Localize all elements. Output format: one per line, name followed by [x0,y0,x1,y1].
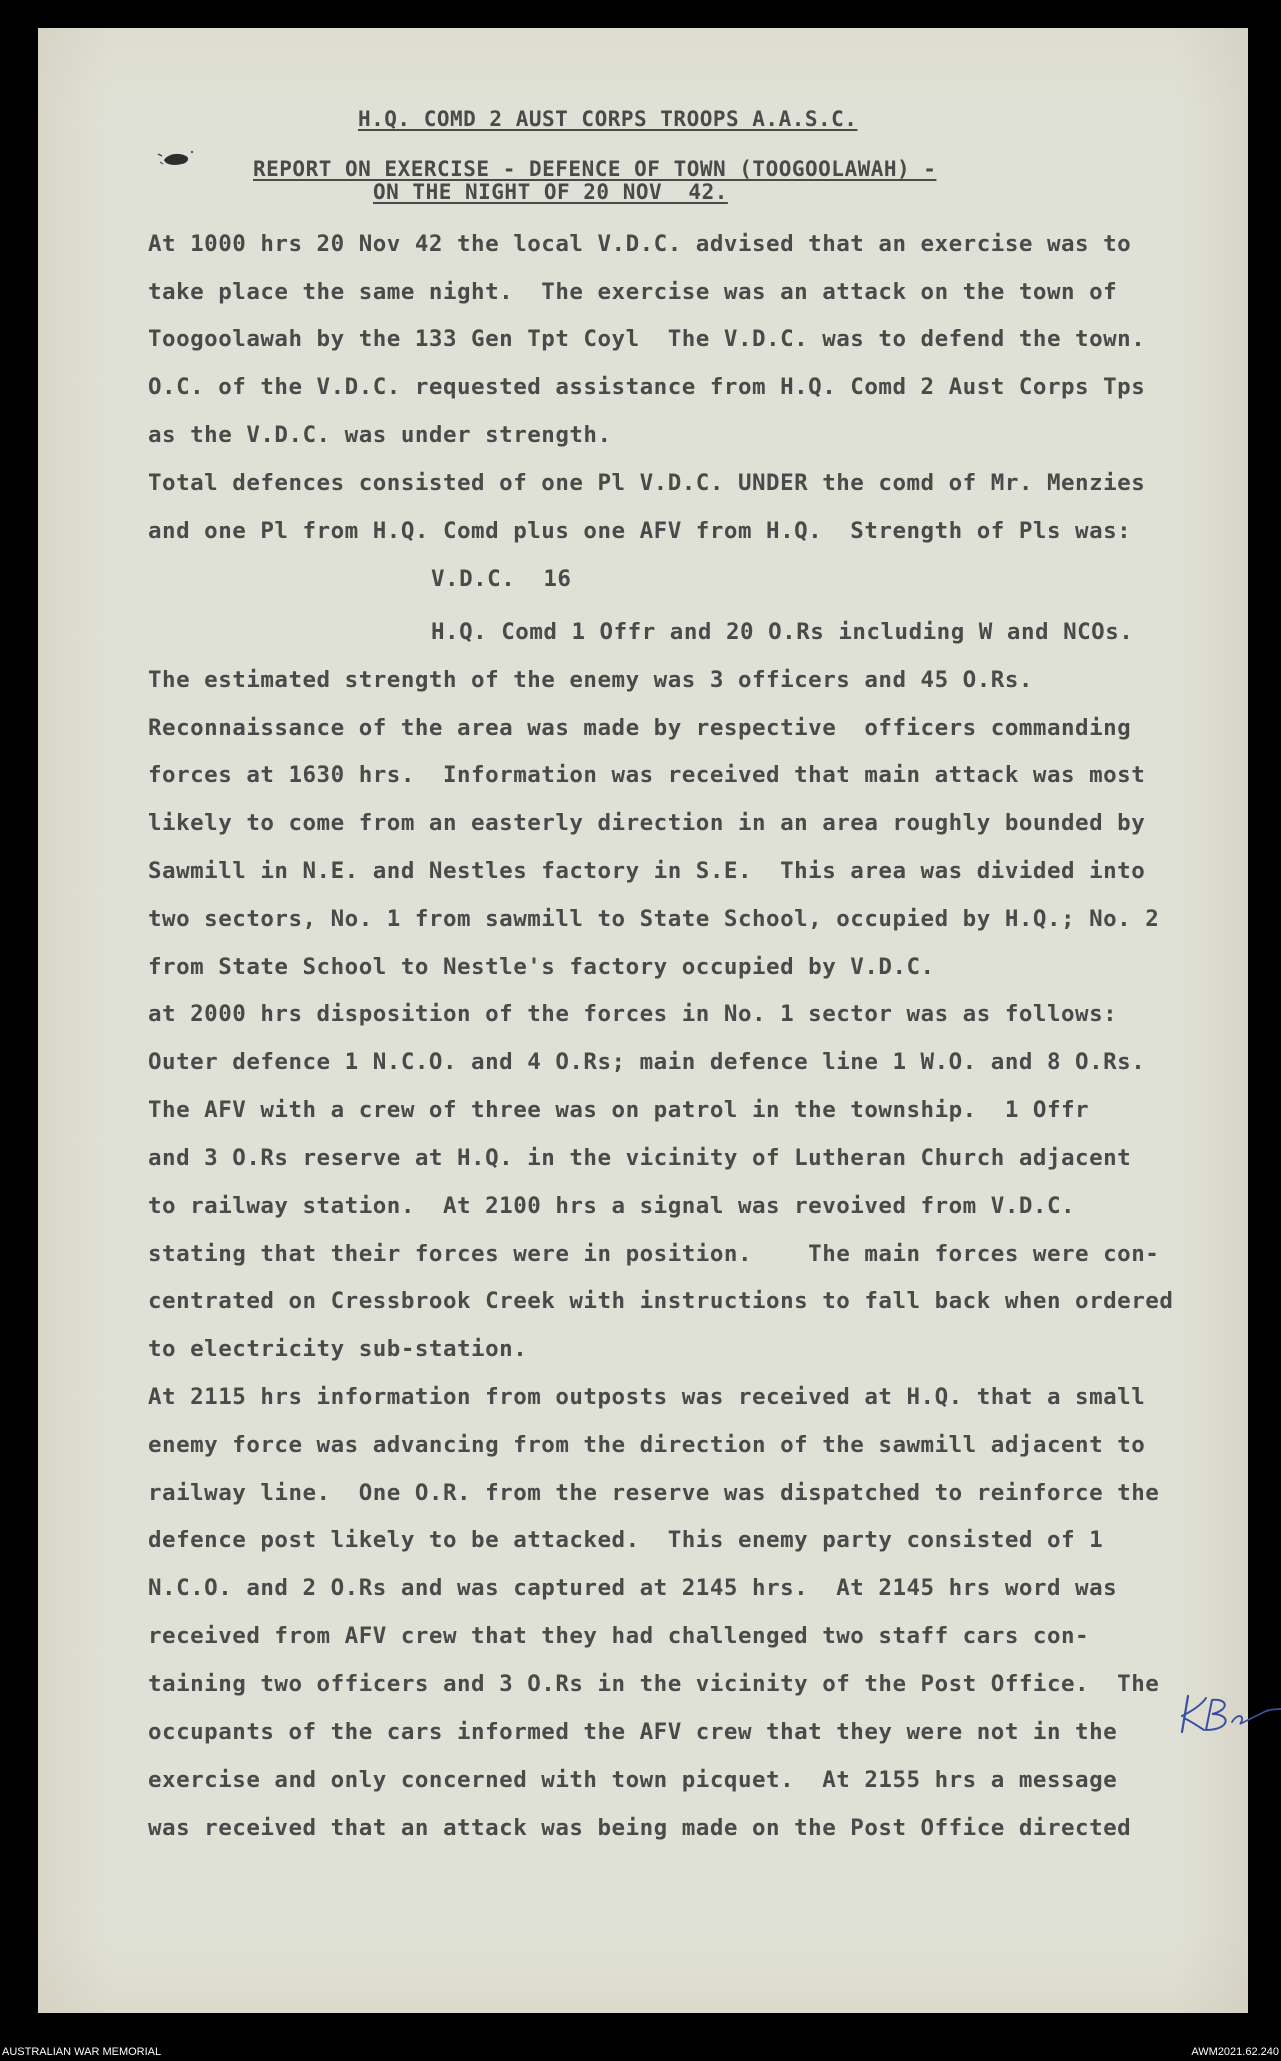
body-line-32: occupants of the cars informed the AFV crew that they were not in the [148,1719,1118,1745]
body-line-9: H.Q. Comd 1 Offr and 20 O.Rs including W and NCOs. [431,619,1134,645]
body-line-11: Reconnaissance of the area was made by respective officers commanding [148,715,1132,741]
body-line-34: was received that an attack was being made on the Post Office directed [148,1815,1132,1841]
handwritten-initials-signature [1176,1686,1281,1746]
body-line-14: Sawmill in N.E. and Nestles factory in S.E. This area was divided into [148,858,1146,884]
body-line-33: exercise and only concerned with town picquet. At 2155 hrs a message [148,1767,1118,1793]
body-line-22: stating that their forces were in position. The main forces were con- [148,1241,1160,1267]
document-heading-3: ON THE NIGHT OF 20 NOV 42. [373,180,728,204]
body-line-17: at 2000 hrs disposition of the forces in No. 1 sector was as follows: [148,1001,1118,1027]
body-line-29: N.C.O. and 2 O.Rs and was captured at 2145 hrs. At 2145 hrs word was [148,1575,1118,1601]
body-line-21: to railway station. At 2100 hrs a signal was revoived from V.D.C. [148,1193,1076,1219]
body-line-5: as the V.D.C. was under strength. [148,422,612,448]
document-heading-1: H.Q. COMD 2 AUST CORPS TROOPS A.A.S.C. [358,107,858,131]
footer-institution-label: AUSTRALIAN WAR MEMORIAL [2,2046,162,2058]
ink-blot-mark [156,146,196,172]
body-line-28: defence post likely to be attacked. This enemy party consisted of 1 [148,1527,1104,1553]
body-line-1: At 1000 hrs 20 Nov 42 the local V.D.C. advised that an exercise was to [148,231,1132,257]
body-line-8: V.D.C. 16 [431,566,572,592]
body-line-20: and 3 O.Rs reserve at H.Q. in the vicinity of Lutheran Church adjacent [148,1145,1132,1171]
body-line-25: At 2115 hrs information from outposts was received at H.Q. that a small [148,1384,1146,1410]
body-line-24: to electricity sub-station. [148,1336,528,1362]
document-heading-2: REPORT ON EXERCISE - DEFENCE OF TOWN (TOOGOOLAWAH) - [253,157,937,181]
body-line-19: The AFV with a crew of three was on patrol in the township. 1 Offr [148,1097,1090,1123]
body-line-27: railway line. One O.R. from the reserve was dispatched to reinforce the [148,1480,1160,1506]
body-line-10: The estimated strength of the enemy was 3 officers and 45 O.Rs. [148,667,1033,693]
body-line-23: centrated on Cressbrook Creek with instructions to fall back when ordered [148,1288,1174,1314]
body-line-2: take place the same night. The exercise was an attack on the town of [148,279,1118,305]
body-line-6: Total defences consisted of one Pl V.D.C. UNDER the comd of Mr. Menzies [148,470,1146,496]
body-line-7: and one Pl from H.Q. Comd plus one AFV from H.Q. Strength of Pls was: [148,518,1132,544]
body-line-26: enemy force was advancing from the direction of the sawmill adjacent to [148,1432,1146,1458]
body-line-18: Outer defence 1 N.C.O. and 4 O.Rs; main defence line 1 W.O. and 8 O.Rs. [148,1049,1146,1075]
body-line-4: O.C. of the V.D.C. requested assistance from H.Q. Comd 2 Aust Corps Tps [148,374,1146,400]
body-line-13: likely to come from an easterly direction in an area roughly bounded by [148,810,1146,836]
body-line-16: from State School to Nestle's factory occupied by V.D.C. [148,954,935,980]
document-page [38,28,1248,2013]
body-line-3: Toogoolawah by the 133 Gen Tpt Coyl The V.D.C. was to defend the town. [148,326,1146,352]
body-line-31: taining two officers and 3 O.Rs in the vicinity of the Post Office. The [148,1671,1160,1697]
body-line-30: received from AFV crew that they had challenged two staff cars con- [148,1623,1090,1649]
body-line-12: forces at 1630 hrs. Information was received that main attack was most [148,762,1146,788]
footer-catalogue-number: AWM2021.62.240 [1191,2046,1279,2058]
body-line-15: two sectors, No. 1 from sawmill to State School, occupied by H.Q.; No. 2 [148,906,1160,932]
